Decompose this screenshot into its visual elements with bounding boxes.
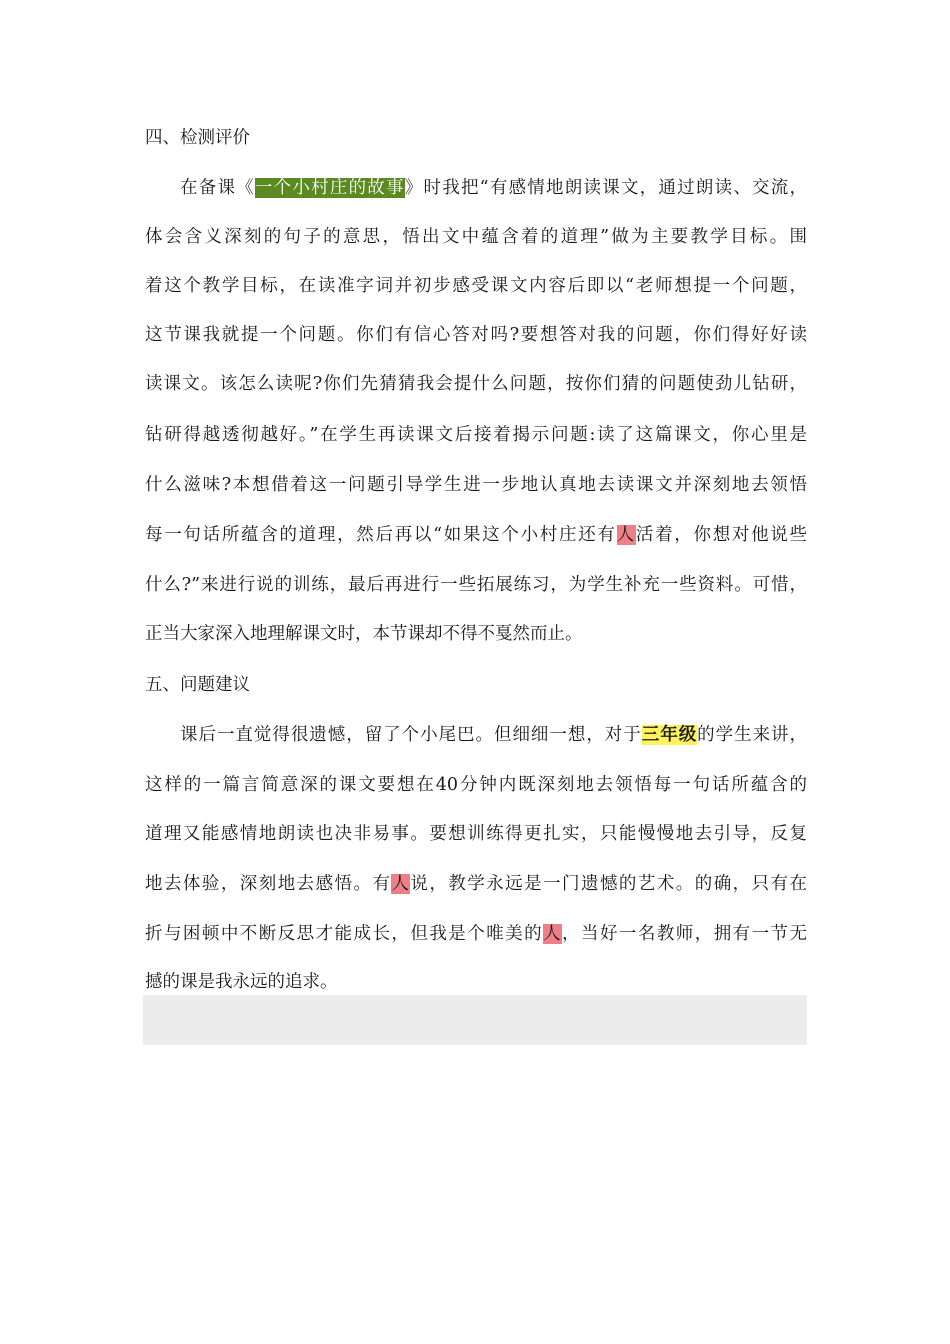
- paragraph-line: 着这个教学目标，在读准字词并初步感受课文内容后即以“老师想提一个问题，: [145, 276, 807, 296]
- paragraph-line: 读课文。该怎么读呢?你们先猜猜我会提什么问题，按你们猜的问题使劲儿钻研，: [145, 374, 807, 394]
- paragraph-line: 什么滋味?本想借着这一问题引导学生进一步地认真地去读课文并深刻地去领悟: [145, 475, 807, 495]
- text-run: 》时我把“有感情地朗读课文，通过朗读、交流，: [404, 178, 808, 198]
- text-run: 说，教学永远是一门遗憾的艺术。的确，只有在: [410, 874, 808, 894]
- paragraph-line: [145, 922, 807, 946]
- text-run: 地去体验，深刻地去感悟。有: [145, 874, 392, 894]
- highlight-grade: 三年级: [641, 725, 698, 745]
- paragraph-line: 什么?”来进行说的训练，最后再进行一些拓展练习，为学生补充一些资料。可惜，: [145, 575, 807, 595]
- section-4-heading: 四、检测评价: [145, 128, 250, 148]
- paragraph-line: [145, 523, 807, 547]
- section-5-heading: 五、问题建议: [145, 675, 250, 695]
- highlight-word: 人: [616, 525, 636, 545]
- paragraph-line: 体会含义深刻的句子的意思，悟出文中蕴含着的道理”做为主要教学目标。围: [145, 227, 807, 247]
- paragraph-line: 钻研得越透彻越好。”在学生再读课文后接着揭示问题:读了这篇课文，你心里是: [145, 425, 807, 445]
- highlight-word: 人: [391, 874, 411, 894]
- text-run: 折与困顿中不断反思才能成长，但我是个唯美的: [145, 924, 544, 944]
- text-run: 课后一直觉得很遗憾，留了个小尾巴。但细细一想，对于: [180, 725, 642, 745]
- paragraph-line: 撼的课是我永远的追求。: [145, 972, 338, 992]
- highlight-lesson-title: 一个小村庄的故事: [254, 178, 405, 198]
- text-run: 在备课《: [180, 178, 255, 198]
- text-run: 每一句话所蕴含的道理，然后再以“如果这个小村庄还有: [145, 525, 617, 545]
- paragraph-line: 正当大家深入地理解课文时，本节课却不得不戛然而止。: [145, 624, 583, 644]
- paragraph-line: 道理又能感情地朗读也决非易事。要想训练得更扎实，只能慢慢地去引导，反复: [145, 824, 807, 844]
- paragraph-line: [180, 723, 807, 747]
- paragraph-line: [145, 872, 807, 896]
- paragraph-line: [180, 176, 807, 200]
- paragraph-line: 这节课我就提一个问题。你们有信心答对吗?要想答对我的问题，你们得好好读: [145, 325, 807, 345]
- text-run: 活着，你想对他说些: [635, 525, 808, 545]
- footer-gray-box: [143, 995, 807, 1045]
- text-run: ，当好一名教师，拥有一节无: [562, 924, 808, 944]
- text-run: 的学生来讲，: [697, 725, 808, 745]
- paragraph-line: 这样的一篇言简意深的课文要想在40分钟内既深刻地去领悟每一句话所蕴含的: [145, 775, 807, 795]
- highlight-word: 人: [543, 924, 563, 944]
